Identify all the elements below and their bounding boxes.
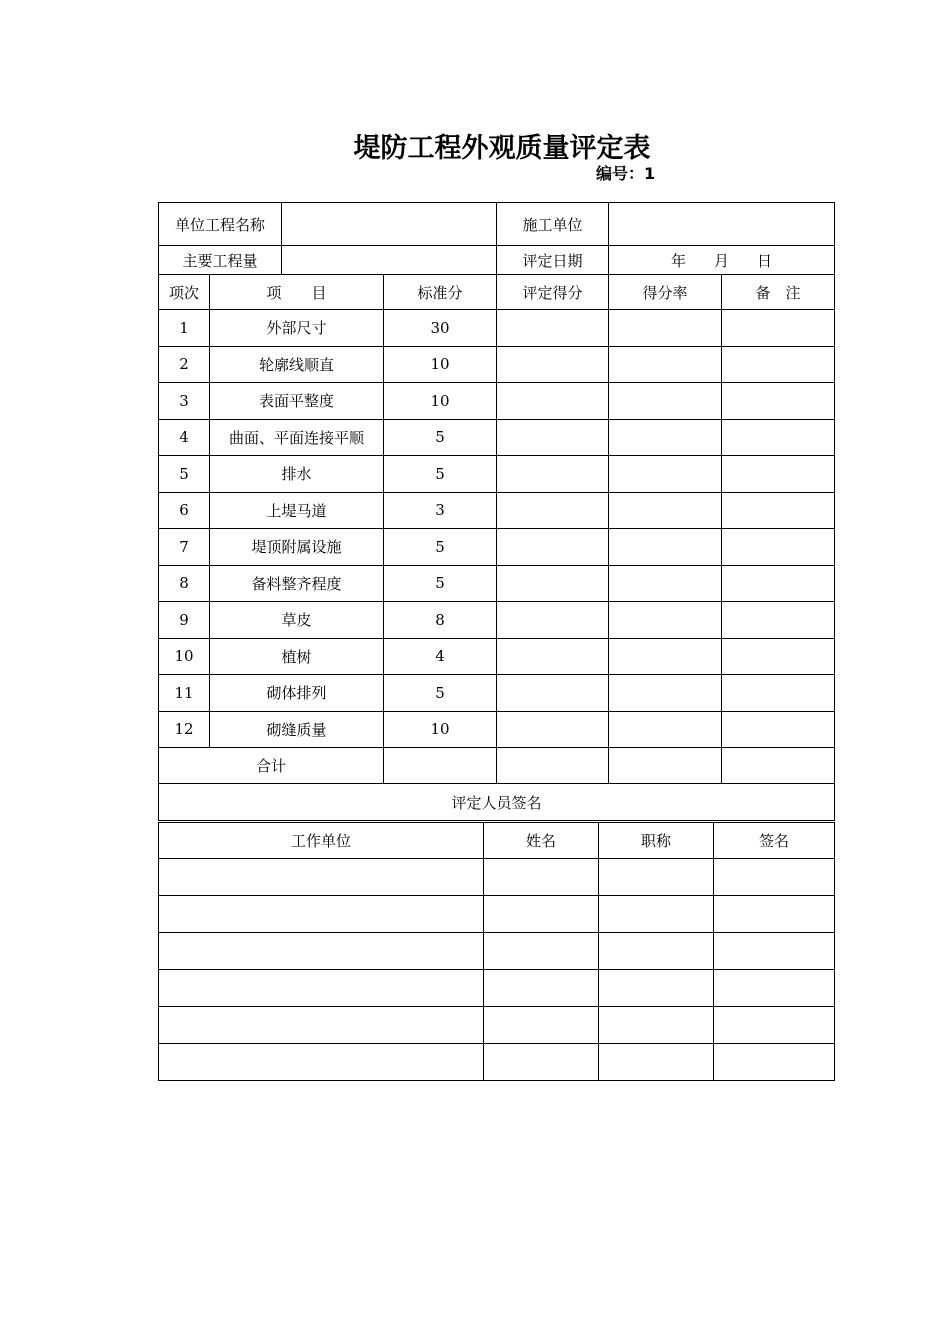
item-name: 砌缝质量: [210, 711, 384, 748]
item-name: 外部尺寸: [210, 310, 384, 347]
col-title-header: 职称: [599, 823, 714, 859]
item-rate-cell[interactable]: [609, 565, 722, 602]
item-index: 7: [159, 529, 210, 566]
item-standard-score: 30: [384, 310, 497, 347]
item-index: 8: [159, 565, 210, 602]
date-day: 日: [757, 251, 773, 270]
main-quantity-field[interactable]: [282, 246, 497, 275]
item-row: [159, 492, 835, 529]
item-rate-cell[interactable]: [609, 310, 722, 347]
item-name: 曲面、平面连接平顺: [210, 419, 384, 456]
item-index: 12: [159, 711, 210, 748]
col-sign-header: 签名: [714, 823, 835, 859]
signer-name-cell[interactable]: [484, 1007, 599, 1044]
unit-project-field[interactable]: [282, 203, 497, 246]
page-title: 堤防工程外观质量评定表: [353, 133, 651, 164]
item-remark-cell[interactable]: [722, 383, 835, 420]
contractor-label: 施工单位: [497, 203, 609, 246]
date-year: 年: [670, 251, 686, 270]
signer-work-unit-cell[interactable]: [159, 859, 484, 896]
signature-section-title: 评定人员签名: [159, 784, 835, 821]
item-standard-score: 4: [384, 638, 497, 675]
item-name: 砌体排列: [210, 675, 384, 712]
item-index: 5: [159, 456, 210, 493]
signature-title-row: [159, 784, 835, 821]
total-label: 合计: [159, 748, 384, 784]
unit-project-label: 单位工程名称: [159, 203, 282, 246]
item-rate-cell[interactable]: [609, 638, 722, 675]
item-index: 10: [159, 638, 210, 675]
item-standard-score: 5: [384, 529, 497, 566]
unit-project-row: [159, 203, 835, 246]
signer-sign-cell[interactable]: [714, 1007, 835, 1044]
col-standard-header: 标准分: [384, 275, 497, 310]
item-score-cell[interactable]: [497, 529, 609, 566]
item-rate-cell[interactable]: [609, 383, 722, 420]
item-score-cell[interactable]: [497, 565, 609, 602]
item-standard-score: 10: [384, 711, 497, 748]
evaluation-table: [158, 202, 835, 821]
col-remark-header: 备 注: [722, 275, 835, 310]
total-remark-cell[interactable]: [722, 748, 835, 784]
item-remark-cell[interactable]: [722, 346, 835, 383]
item-remark-cell[interactable]: [722, 711, 835, 748]
signer-title-cell[interactable]: [599, 933, 714, 970]
item-remark-cell[interactable]: [722, 492, 835, 529]
document-number: 编号：1: [596, 164, 656, 183]
item-row: [159, 346, 835, 383]
total-row: [159, 748, 835, 784]
item-rate-cell[interactable]: [609, 492, 722, 529]
item-remark-cell[interactable]: [722, 638, 835, 675]
main-quantity-row: [159, 246, 835, 275]
item-standard-score: 5: [384, 675, 497, 712]
item-score-cell[interactable]: [497, 346, 609, 383]
item-name: 轮廓线顺直: [210, 346, 384, 383]
item-row: [159, 383, 835, 420]
signer-work-unit-cell[interactable]: [159, 1007, 484, 1044]
item-rate-cell[interactable]: [609, 675, 722, 712]
item-score-cell[interactable]: [497, 492, 609, 529]
item-name: 上堤马道: [210, 492, 384, 529]
signer-title-cell[interactable]: [599, 859, 714, 896]
col-index-header: 项次: [159, 275, 210, 310]
col-work-unit-header: 工作单位: [159, 823, 484, 859]
signature-row: [159, 896, 835, 933]
item-remark-cell[interactable]: [722, 310, 835, 347]
signature-row: [159, 933, 835, 970]
item-rate-cell[interactable]: [609, 456, 722, 493]
item-row: [159, 602, 835, 639]
item-row: [159, 675, 835, 712]
item-row: [159, 456, 835, 493]
item-row: [159, 565, 835, 602]
signer-work-unit-cell[interactable]: [159, 896, 484, 933]
item-name: 堤顶附属设施: [210, 529, 384, 566]
item-index: 4: [159, 419, 210, 456]
item-remark-cell[interactable]: [722, 529, 835, 566]
item-name: 植树: [210, 638, 384, 675]
signer-work-unit-cell[interactable]: [159, 1044, 484, 1081]
item-score-cell[interactable]: [497, 383, 609, 420]
signer-name-cell[interactable]: [484, 859, 599, 896]
item-rate-cell[interactable]: [609, 419, 722, 456]
item-standard-score: 10: [384, 346, 497, 383]
item-remark-cell[interactable]: [722, 602, 835, 639]
signer-name-cell[interactable]: [484, 896, 599, 933]
total-rate-cell[interactable]: [609, 748, 722, 784]
item-index: 11: [159, 675, 210, 712]
item-score-cell[interactable]: [497, 456, 609, 493]
total-score-cell[interactable]: [497, 748, 609, 784]
signature-row: [159, 1044, 835, 1081]
signer-sign-cell[interactable]: [714, 933, 835, 970]
signer-sign-cell[interactable]: [714, 1044, 835, 1081]
item-rate-cell[interactable]: [609, 346, 722, 383]
signer-name-cell[interactable]: [484, 1044, 599, 1081]
item-rate-cell[interactable]: [609, 711, 722, 748]
item-index: 2: [159, 346, 210, 383]
item-standard-score: 3: [384, 492, 497, 529]
signer-name-cell[interactable]: [484, 970, 599, 1007]
main-quantity-label: 主要工程量: [159, 246, 282, 275]
item-standard-score: 10: [384, 383, 497, 420]
date-month: 月: [714, 251, 730, 270]
item-score-cell[interactable]: [497, 602, 609, 639]
signature-row: [159, 1007, 835, 1044]
signer-sign-cell[interactable]: [714, 859, 835, 896]
item-score-cell[interactable]: [497, 675, 609, 712]
item-row: [159, 638, 835, 675]
column-header-row: [159, 275, 835, 310]
signer-title-cell[interactable]: [599, 1044, 714, 1081]
signature-table: [158, 822, 835, 1081]
item-remark-cell[interactable]: [722, 675, 835, 712]
item-name: 备料整齐程度: [210, 565, 384, 602]
item-row: [159, 419, 835, 456]
col-name-header: 姓名: [484, 823, 599, 859]
item-name: 草皮: [210, 602, 384, 639]
item-standard-score: 5: [384, 565, 497, 602]
item-remark-cell[interactable]: [722, 419, 835, 456]
item-row: [159, 529, 835, 566]
signer-name-cell[interactable]: [484, 933, 599, 970]
item-score-cell[interactable]: [497, 310, 609, 347]
signer-title-cell[interactable]: [599, 970, 714, 1007]
contractor-field[interactable]: [609, 203, 835, 246]
signature-row: [159, 970, 835, 1007]
item-standard-score: 5: [384, 456, 497, 493]
signer-sign-cell[interactable]: [714, 970, 835, 1007]
item-index: 3: [159, 383, 210, 420]
col-item-header: 项 目: [210, 275, 384, 310]
item-row: [159, 711, 835, 748]
item-remark-cell[interactable]: [722, 565, 835, 602]
col-rate-header: 得分率: [609, 275, 722, 310]
item-index: 1: [159, 310, 210, 347]
item-rate-cell[interactable]: [609, 602, 722, 639]
signature-row: [159, 859, 835, 896]
total-standard-cell[interactable]: [384, 748, 497, 784]
item-index: 6: [159, 492, 210, 529]
eval-date-field[interactable]: [609, 246, 835, 275]
signer-title-cell[interactable]: [599, 1007, 714, 1044]
signer-work-unit-cell[interactable]: [159, 970, 484, 1007]
item-name: 表面平整度: [210, 383, 384, 420]
item-standard-score: 8: [384, 602, 497, 639]
signature-header-row: [159, 823, 835, 859]
eval-date-label: 评定日期: [497, 246, 609, 275]
signer-title-cell[interactable]: [599, 896, 714, 933]
item-name: 排水: [210, 456, 384, 493]
item-remark-cell[interactable]: [722, 456, 835, 493]
item-index: 9: [159, 602, 210, 639]
item-score-cell[interactable]: [497, 638, 609, 675]
col-score-header: 评定得分: [497, 275, 609, 310]
item-score-cell[interactable]: [497, 419, 609, 456]
item-standard-score: 5: [384, 419, 497, 456]
signer-work-unit-cell[interactable]: [159, 933, 484, 970]
item-row: [159, 310, 835, 347]
signer-sign-cell[interactable]: [714, 896, 835, 933]
item-score-cell[interactable]: [497, 711, 609, 748]
item-rate-cell[interactable]: [609, 529, 722, 566]
